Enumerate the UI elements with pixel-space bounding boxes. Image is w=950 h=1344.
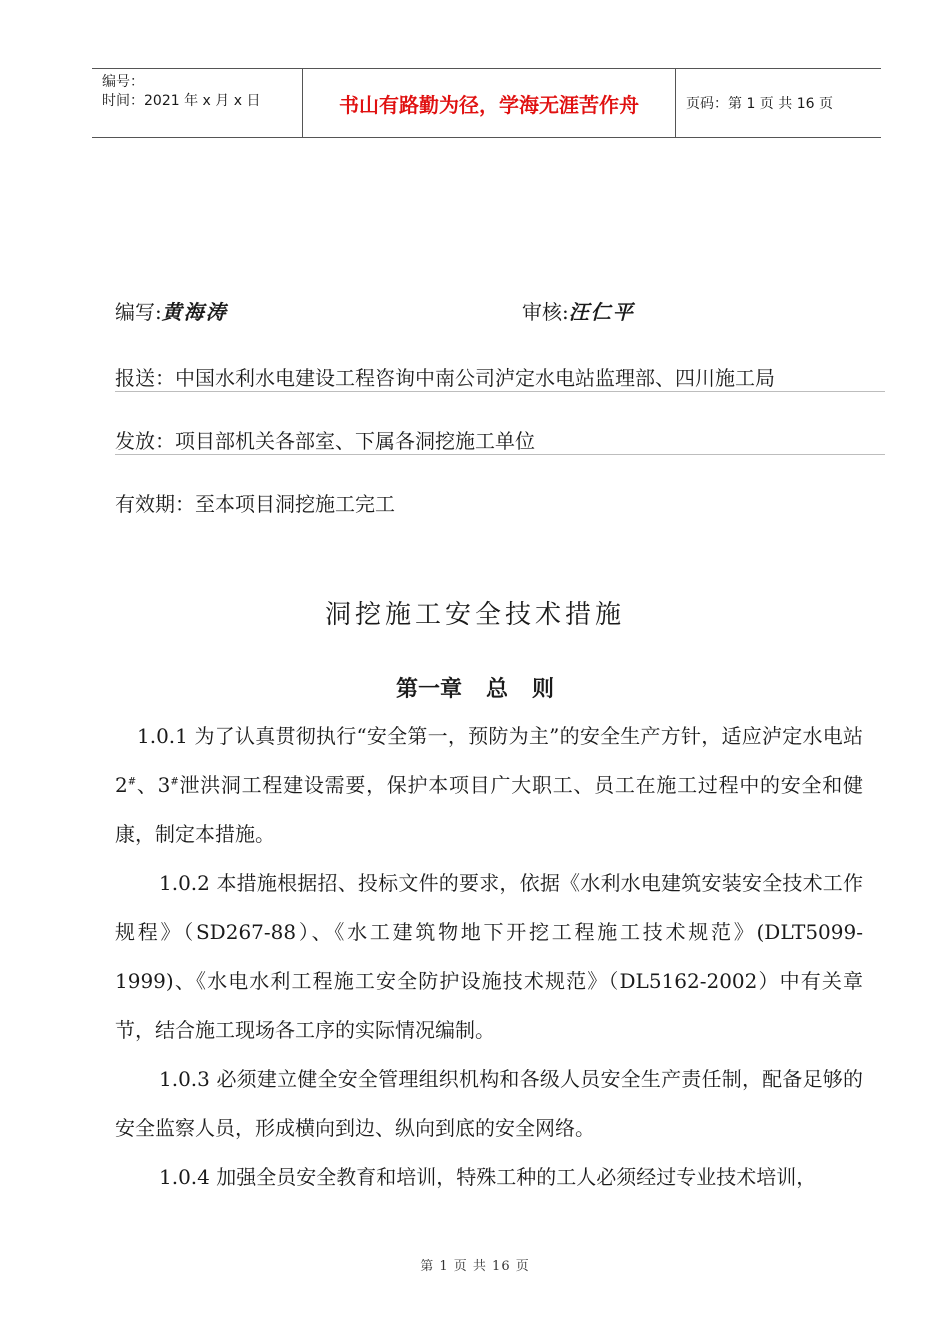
author-label: 编写: bbox=[115, 300, 162, 324]
reviewer-label: 审核: bbox=[522, 300, 569, 324]
chapter-heading bbox=[0, 672, 950, 703]
divider bbox=[115, 391, 885, 392]
paragraph-1-0-2: 1.0.2 本措施根据招、投标文件的要求，依据《水利水电建筑安装安全技术工作规程》（SD267-88）、《水工建筑物地下开挖工程施工技术规范》(DLT5099-1999)、《水电水利工程施工安全防护设施技术规范》（DL5162-2002）中有关章节，结合施工现场各工序的实际情况编制。 bbox=[115, 871, 863, 1042]
send-to-line: 报送：中国水利水电建设工程咨询中南公司泸定水电站监理部、四川施工局 bbox=[115, 366, 775, 390]
paragraph-1-0-3: 1.0.3 必须建立健全安全管理组织机构和各级人员安全生产责任制，配备足够的安全监察人员，形成横向到边、纵向到底的安全网络。 bbox=[115, 1067, 863, 1140]
header-info-cell bbox=[92, 69, 303, 137]
paragraph-text: 、3 bbox=[136, 773, 171, 797]
document-title: 洞挖施工安全技术措施 bbox=[324, 600, 625, 630]
paragraph-text: 1.0.1 为了认真贯彻执行“安全第一，预防为主”的安全生产方针，适应泸定水电站 2 bbox=[115, 724, 863, 797]
validity-line: 有效期：至本项目洞挖施工完工 bbox=[115, 492, 395, 516]
paragraph-1-0-4: 1.0.4 加强全员安全教育和培训，特殊工种的工人必须经过专业技术培训， bbox=[159, 1165, 817, 1189]
header-page-cell bbox=[676, 69, 881, 137]
header-table bbox=[92, 68, 881, 138]
paragraph-1-0-1 bbox=[115, 712, 863, 859]
superscript: # bbox=[127, 776, 137, 788]
chapter-title-word: 则 bbox=[532, 677, 555, 702]
chapter-title-word: 总 bbox=[485, 677, 508, 702]
author-row bbox=[115, 296, 228, 325]
time-label: 时间：2021 年 x 月 x 日 bbox=[102, 93, 261, 109]
author-signature: 黄海涛 bbox=[161, 300, 228, 324]
motto-text: 书山有路勤为径，学海无涯苦作舟 bbox=[339, 92, 639, 117]
reviewer-row bbox=[522, 296, 635, 325]
distribute-line: 发放：项目部机关各部室、下属各洞挖施工单位 bbox=[115, 429, 535, 453]
chapter-number: 第一章 bbox=[395, 677, 462, 702]
body-text bbox=[115, 712, 863, 1202]
divider bbox=[115, 454, 885, 455]
paragraph-text: 泄洪洞工程建设需要，保护本项目广大职工、员工在施工过程中的安全和健康，制定本措施。 bbox=[115, 773, 863, 846]
page-footer: 第 1 页 共 16 页 bbox=[420, 1259, 530, 1274]
reviewer-signature: 汪仁平 bbox=[568, 300, 635, 324]
superscript: # bbox=[170, 776, 179, 788]
header-motto-cell bbox=[303, 69, 676, 137]
page-number-label: 页码：第 1 页 共 16 页 bbox=[686, 96, 833, 112]
serial-number-label: 编号： bbox=[102, 74, 144, 90]
